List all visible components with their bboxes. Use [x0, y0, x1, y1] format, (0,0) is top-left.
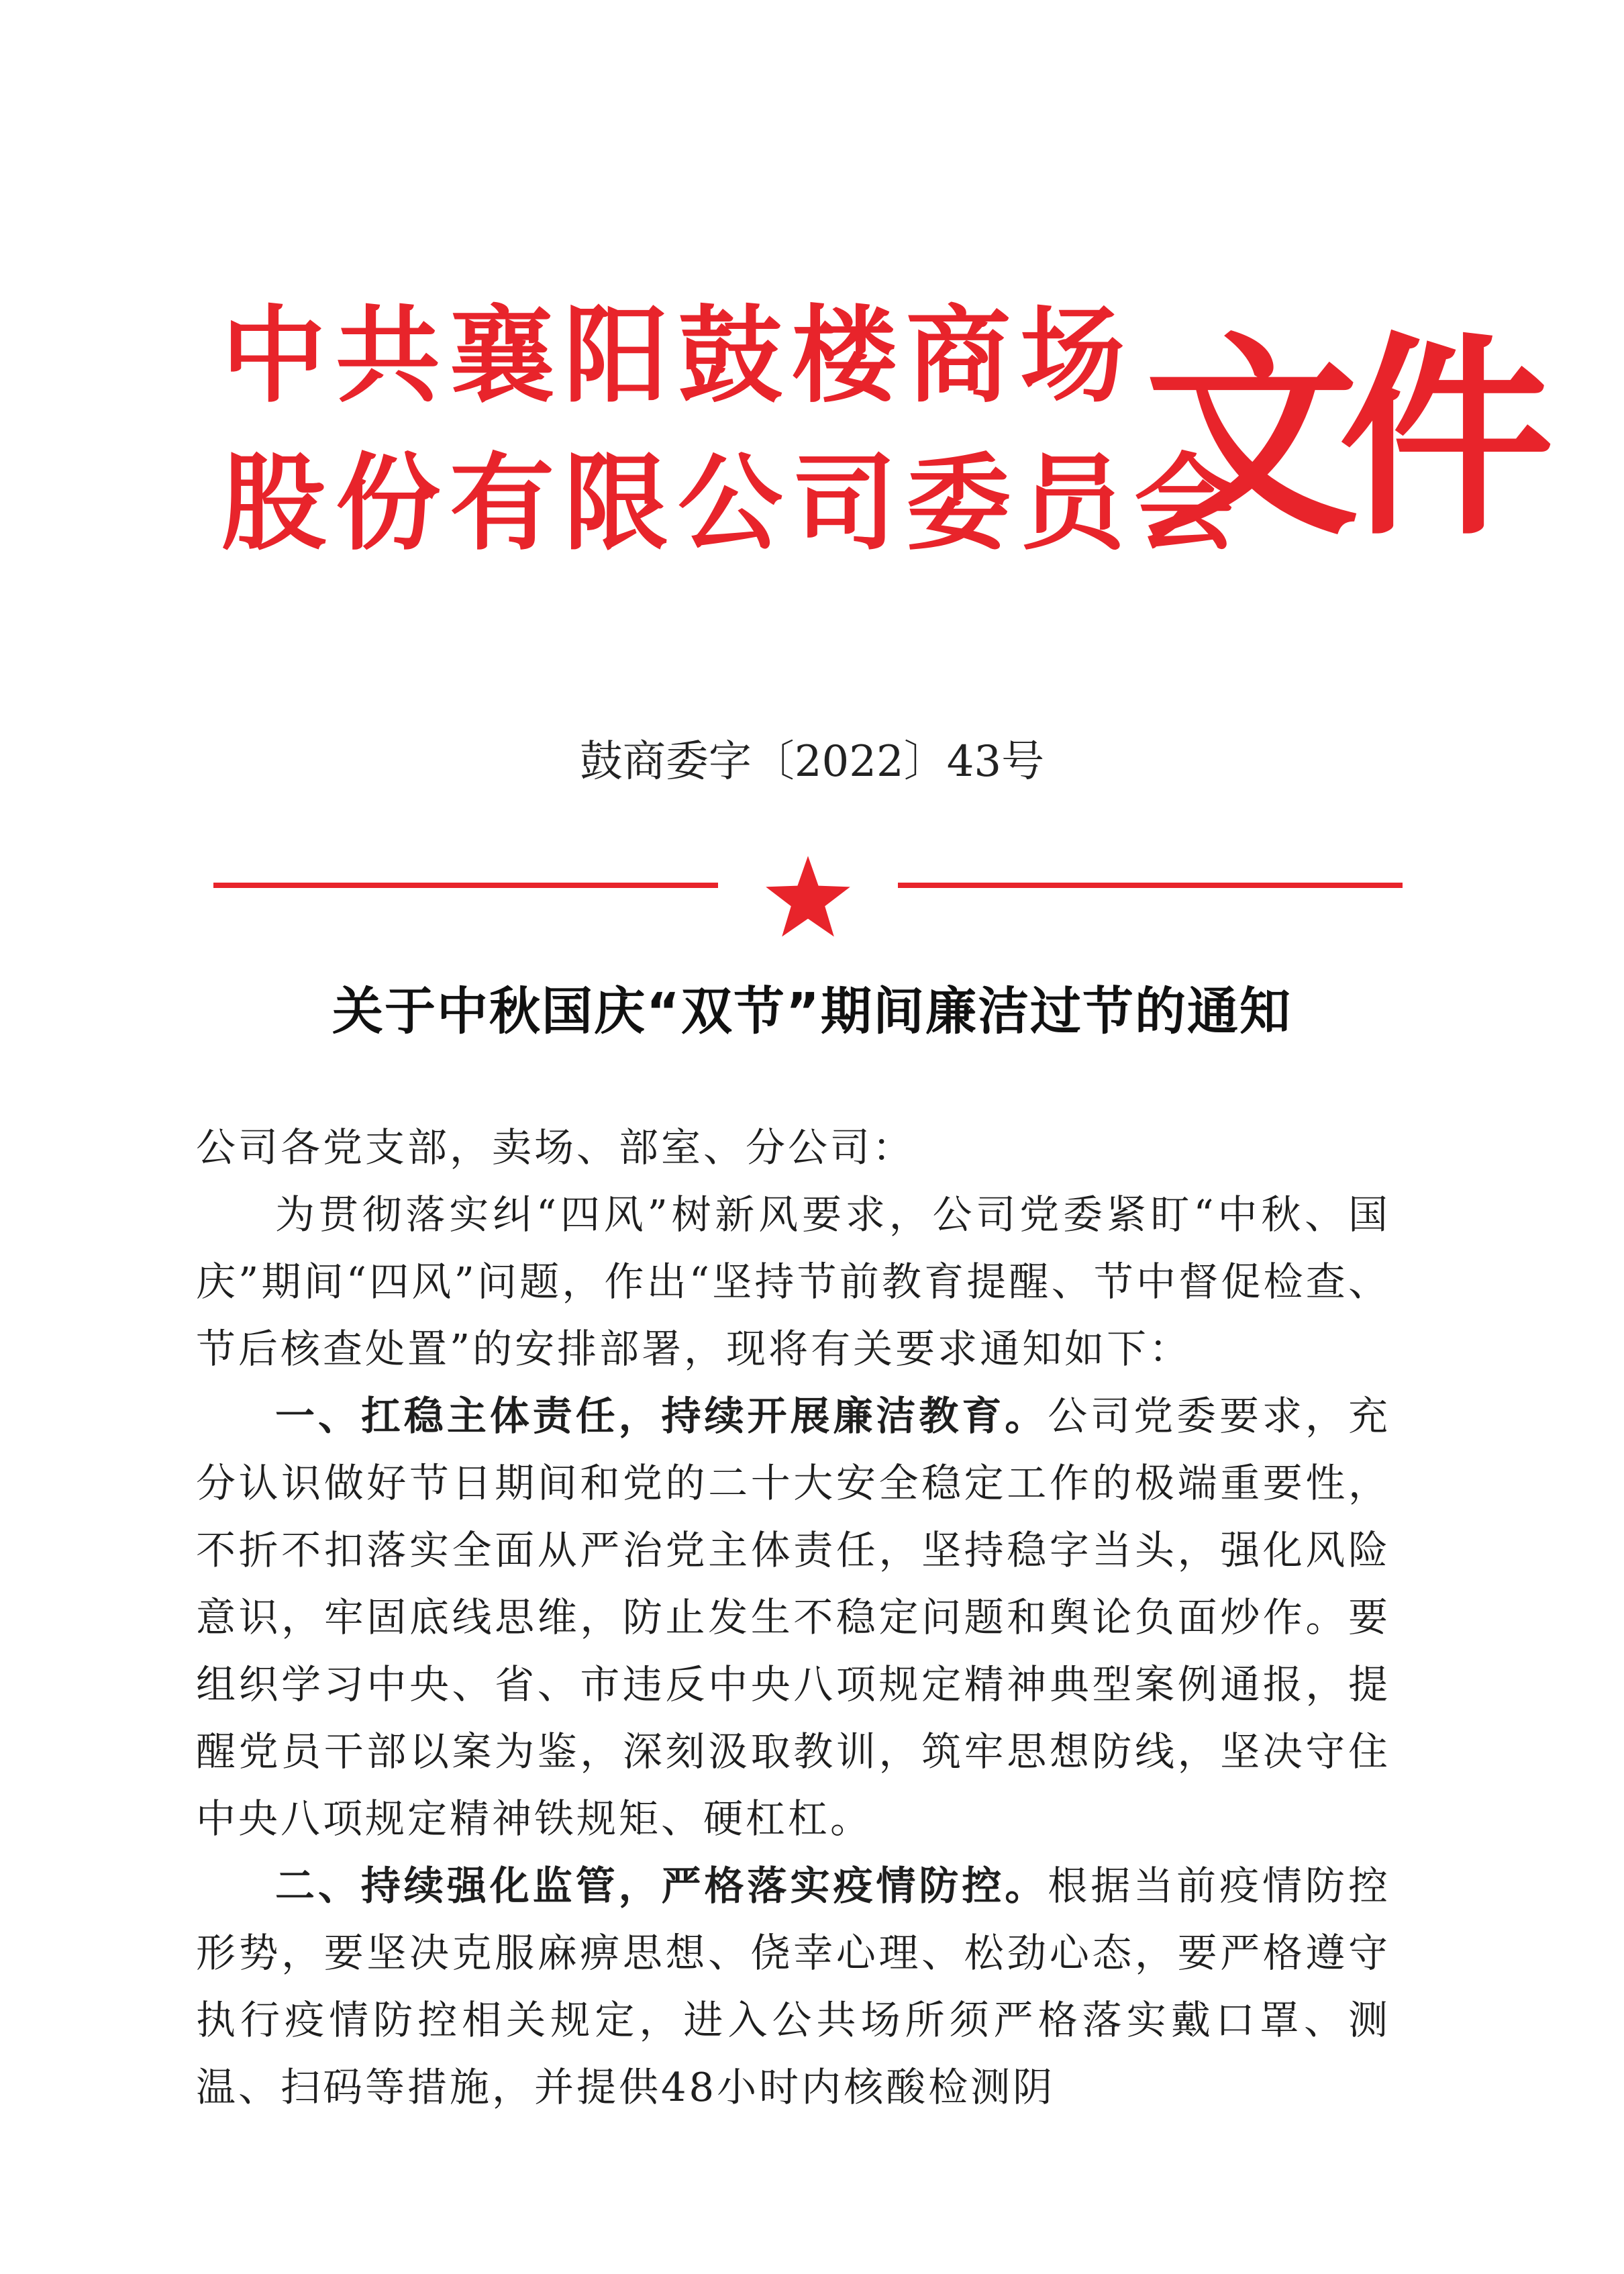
section-paragraph-2	[196, 1852, 1390, 2121]
document-number: 鼓商委字〔2022〕43号	[579, 737, 1045, 787]
notice-title: 关于中秋国庆“双节”期间廉洁过节的通知	[332, 981, 1292, 1041]
issuer-name-line-2: 股份有限公司委员会	[221, 442, 1248, 564]
red-divider-left	[213, 883, 718, 888]
intro-paragraph: 为贯彻落实纠“四风”树新风要求，公司党委紧盯“中秋、国庆”期间“四风”问题，作出“坚持节前教育提醒、节中督促检查、节后核查处置”的安排部署，现将有关要求通知如下：	[196, 1191, 1390, 1372]
issuer-name	[221, 282, 1248, 577]
document-type-label: 文件	[1144, 315, 1533, 564]
section-text-1: 公司党委要求，充分认识做好节日期间和党的二十大安全稳定工作的极端重要性，不折不扣落实全面从严治党主体责任，坚持稳字当头，强化风险意识，牢固底线思维，防止发生不稳定问题和舆论负面炒作。要组织学习中央、省、市违反中央八项规定精神典型案例通报，提醒党员干部以案为鉴，深刻汲取教训，筑牢思想防线，坚决守住中央八项规定精神铁规矩、硬杠杠。	[196, 1393, 1390, 1842]
section-text-2: 根据当前疫情防控形势，要坚决克服麻痹思想、侥幸心理、松劲心态，要严格遵守执行疫情防控相关规定，进入公共场所须严格落实戴口罩、测温、扫码等措施，并提供48小时内核酸检测阴	[196, 1863, 1390, 2110]
red-divider-right	[898, 883, 1403, 888]
addressee-line: 公司各党支部，卖场、部室、分公司：	[196, 1124, 915, 1171]
section-heading-2: 二、持续强化监管，严格落实疫情防控。	[275, 1863, 1048, 1909]
notice-body	[196, 1114, 1390, 2121]
section-paragraph-1	[196, 1383, 1390, 1852]
issuer-name-line-1: 中共襄阳鼓楼商场	[221, 295, 1134, 417]
section-heading-1: 一、扛稳主体责任，持续开展廉洁教育。	[275, 1393, 1048, 1439]
star-icon	[764, 852, 852, 941]
